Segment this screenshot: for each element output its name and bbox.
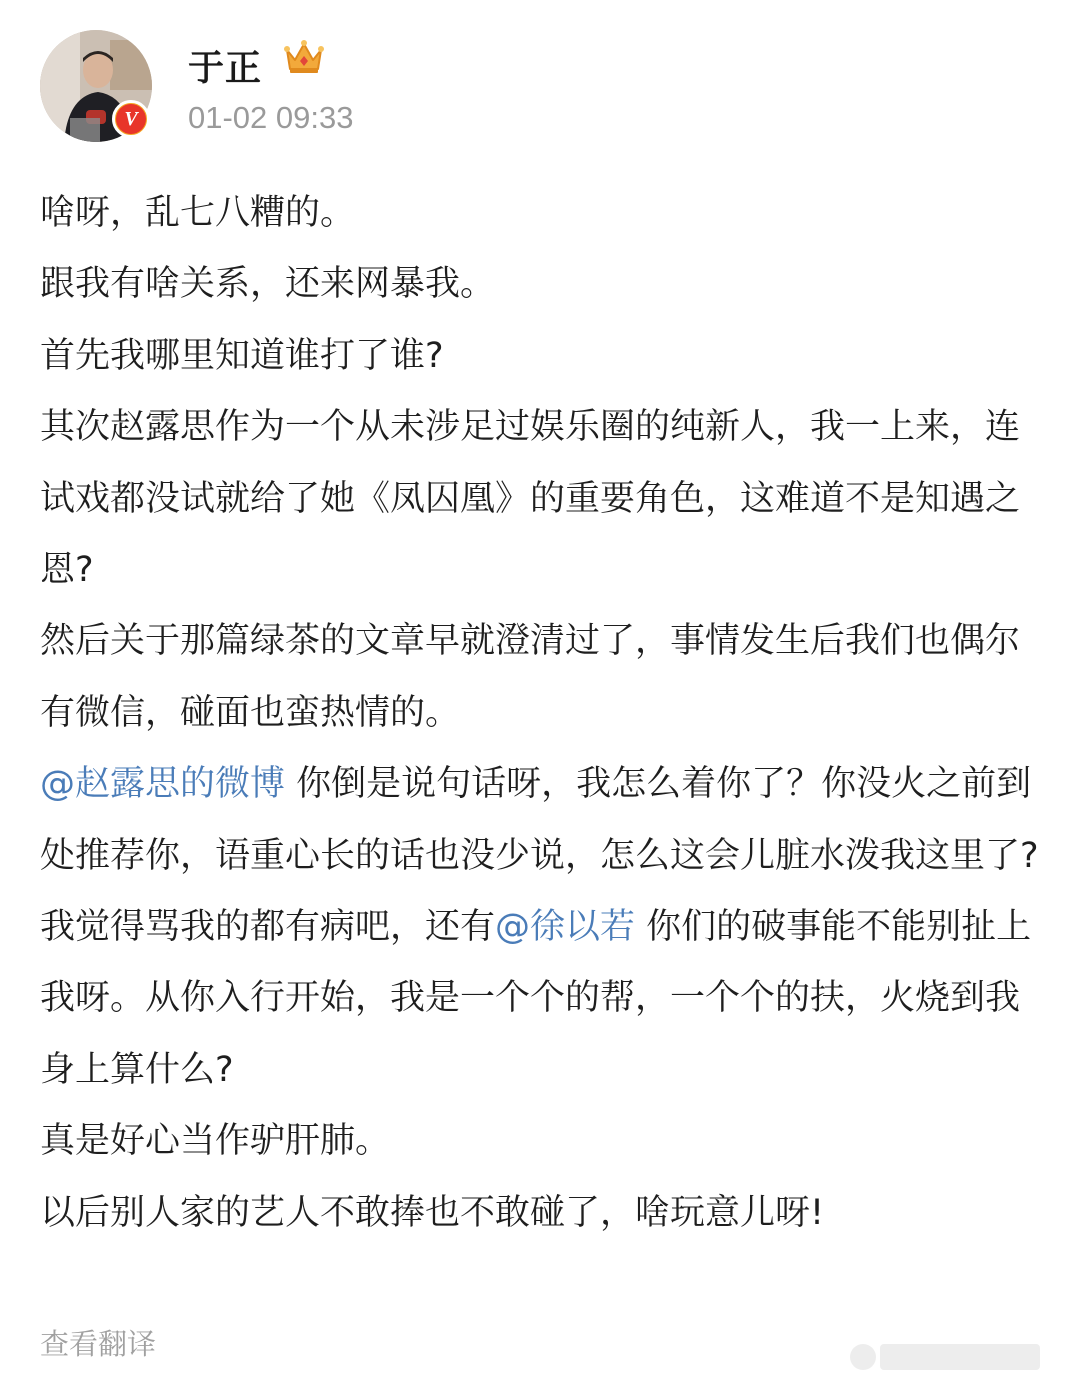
watermark	[850, 1340, 1050, 1374]
username[interactable]: 于正	[188, 48, 263, 89]
post-paragraph	[40, 249, 1040, 320]
post-paragraph	[40, 1106, 1040, 1177]
post-paragraph	[40, 606, 1040, 749]
paragraph-text: 首先我哪里知道谁打了谁?	[40, 335, 444, 376]
post-paragraph	[40, 321, 1040, 392]
paragraph-text: 然后关于那篇绿茶的文章早就澄清过了，事情发生后我们也偶尔有微信，碰面也蛮热情的。	[40, 621, 1021, 733]
paragraph-text: 你倒是说句话呀，我怎么着你了？你没火之前到处推荐你，语重心长的话也没少说，怎么这会儿脏水泼我这里了?	[40, 764, 1039, 876]
paragraph-text: 啥呀，乱七八糟的。	[40, 193, 356, 233]
paragraph-text: 真是好心当作驴肝肺。	[40, 1121, 391, 1162]
paragraph-text: 我觉得骂我的都有病吧，还有	[40, 907, 496, 948]
post-content	[40, 178, 1040, 1249]
paragraph-text: 跟我有啥关系，还来网暴我。	[40, 264, 496, 305]
post-paragraph	[40, 1178, 1040, 1249]
post-paragraph	[40, 392, 1040, 606]
post-paragraph	[40, 892, 1040, 1106]
post-paragraph	[40, 178, 1040, 249]
paragraph-text: 其次赵露思作为一个从未涉足过娱乐圈的纯新人，我一上来，连试戏都没试就给了她《凤囚凰》的重要角色，这难道不是知遇之恩?	[40, 407, 1021, 591]
post-header	[40, 30, 1040, 145]
paragraph-text: 你们的破事能不能别扯上我呀。从你入行开始，我是一个个的帮，一个个的扶，火烧到我身上算什么?	[40, 907, 1032, 1090]
translate-link[interactable]: 查看翻译	[40, 1327, 157, 1361]
paragraph-text: 以后别人家的艺人不敢捧也不敢碰了，啥玩意儿呀!	[40, 1192, 825, 1233]
watermark-icon	[850, 1344, 876, 1370]
post-paragraph	[40, 749, 1040, 892]
mention-link[interactable]: @徐以若	[495, 907, 636, 948]
crown-icon	[283, 36, 325, 76]
mention-link[interactable]: @赵露思的微博	[40, 764, 286, 805]
watermark-text-block	[880, 1344, 1040, 1370]
post-timestamp: 01-02 09:33	[188, 100, 354, 135]
verified-badge-icon: V	[112, 100, 150, 138]
